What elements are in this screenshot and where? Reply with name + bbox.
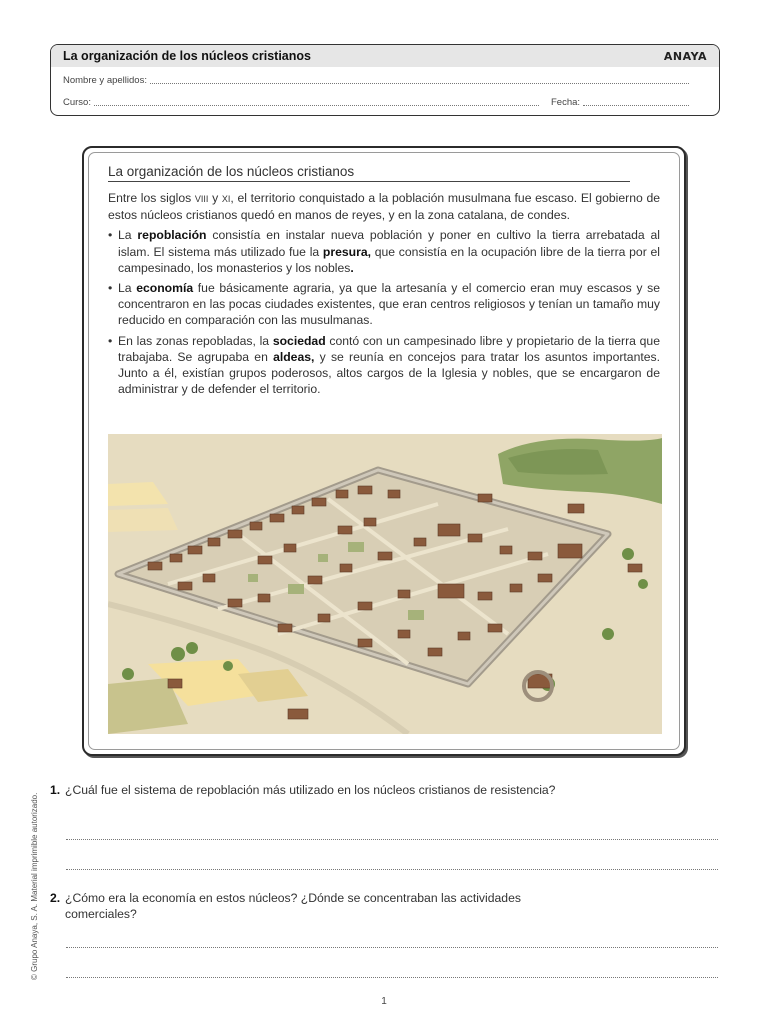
bullet-text: que consistía en la ocupación libre de la tierra por el campesinado, los monasterios y los nobles [118, 244, 660, 275]
content-frame [82, 146, 686, 756]
name-row [63, 75, 693, 86]
name-field[interactable] [150, 82, 689, 84]
walled-town-illustration [108, 434, 662, 734]
date-group [551, 97, 693, 108]
bullet-text: consistía en instalar nueva población y poner en cultivo la tierra arrebatada al islam. El sistema más utilizado fue la [118, 228, 660, 259]
century-viii: VIII [194, 194, 209, 204]
question-text: ¿Cómo era la economía en estos núcleos? ¿Dónde se concentraban las actividades comerciales? [65, 891, 521, 921]
header-title-bar [51, 45, 719, 67]
question-number: 2. [50, 891, 61, 905]
name-label: Nombre y apellidos: [63, 75, 147, 86]
header-title: La organización de los núcleos cristianos [63, 49, 311, 63]
intro-text-1: Entre los siglos [108, 191, 195, 205]
intro-text-2: y [208, 191, 222, 205]
bullet-text: En las zonas repobladas, la [118, 333, 273, 348]
term-repoblacion: repoblación [137, 228, 207, 243]
bullet-repoblacion [108, 227, 660, 276]
term-aldeas: aldeas, [273, 349, 315, 364]
course-field[interactable] [94, 104, 539, 106]
question-1 [50, 782, 590, 798]
course-label: Curso: [63, 97, 91, 108]
century-xi: XI [221, 194, 231, 204]
date-field[interactable] [583, 104, 689, 106]
intro-paragraph [108, 190, 660, 223]
bullet-period: . [350, 260, 354, 275]
page-number: 1 [381, 996, 387, 1007]
bullet-sociedad [108, 333, 660, 398]
answer-line[interactable] [66, 976, 718, 978]
anaya-logo: ANAYA [663, 49, 707, 63]
bullet-economia [108, 280, 660, 329]
bullet-text: La [118, 228, 138, 243]
body-text [108, 190, 660, 401]
bullet-text: contó con un campesinado libre y propietario de la tierra que trabajaba. Se agrupaba en [118, 333, 660, 364]
section-title: La organización de los núcleos cristianos [108, 164, 630, 182]
question-number: 1. [50, 783, 61, 797]
bullet-text: y se reunía en concejos para tratar los asuntos importantes. Junto a él, existían grupos poderosos, altos cargos de la Iglesia y nobles, que se encargaron de administrar y de defender el territorio. [118, 349, 660, 397]
worksheet-header [50, 44, 720, 116]
intro-text-3: , el territorio conquistado a la población musulmana fue escaso. El gobierno de estos núcleos cristianos quedó en manos de reyes, y en la zona catalana, de condes. [108, 191, 661, 223]
course-date-row [63, 97, 693, 108]
term-sociedad: sociedad [272, 333, 326, 348]
town-drawing [108, 434, 662, 734]
answer-line[interactable] [66, 946, 718, 948]
term-economia: economía [136, 281, 194, 296]
question-2 [50, 890, 590, 922]
question-text: ¿Cuál fue el sistema de repoblación más utilizado en los núcleos cristianos de resistencia? [65, 783, 556, 797]
copyright-note: © Grupo Anaya, S. A. Material imprimible autorizado. [30, 792, 39, 980]
bullet-text: fue básicamente agraria, ya que la artesanía y el comercio eran muy escasos y se concentraron en las pocas ciudades existentes, que eran centros religiosos y tenían un tamaño muy reducido en comparación con las musulmanas. [118, 281, 660, 328]
answer-line[interactable] [66, 838, 718, 840]
term-presura: presura, [322, 244, 372, 259]
date-label: Fecha: [551, 97, 581, 108]
answer-line[interactable] [66, 868, 718, 870]
bullet-text: La [118, 281, 137, 296]
